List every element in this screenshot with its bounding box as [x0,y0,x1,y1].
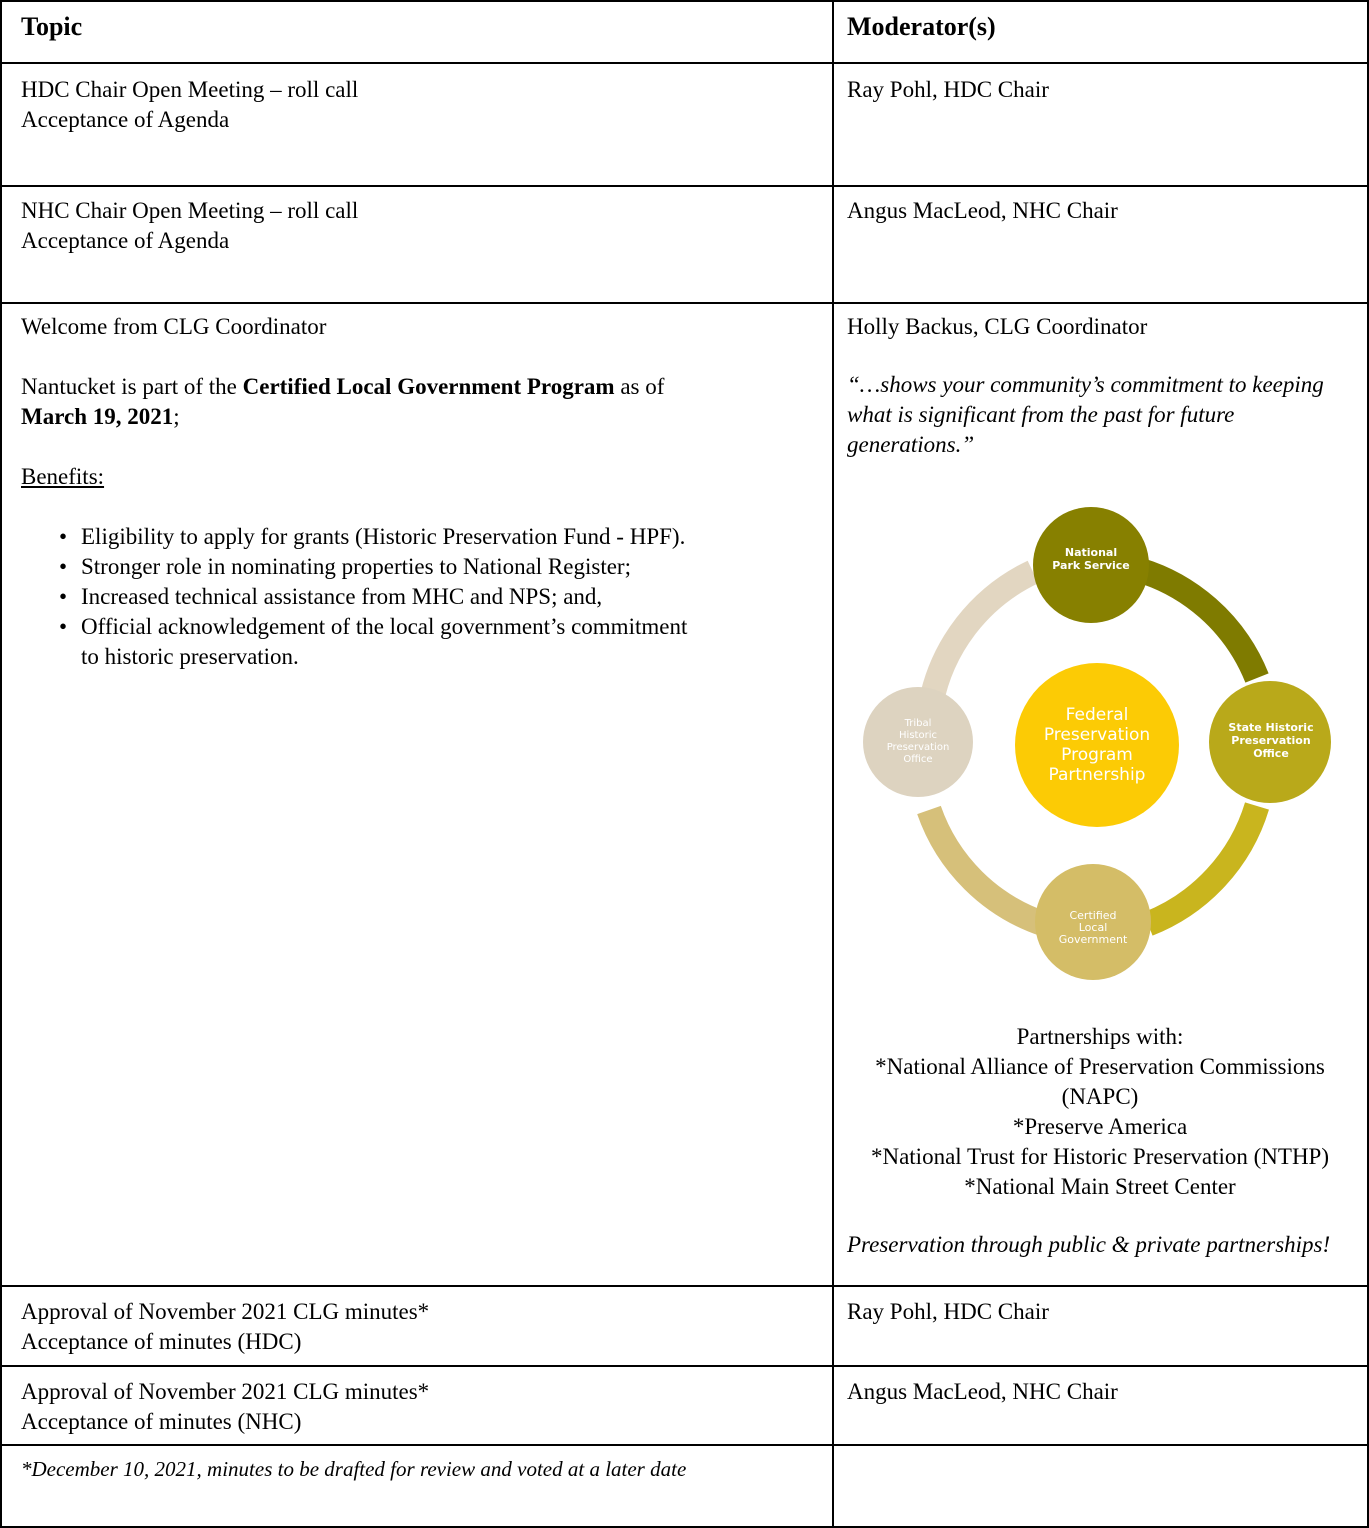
agenda-topic-hdc-open [21,75,821,135]
partnership-diagram [860,505,1340,985]
partnership-line: (NAPC) [1061,1084,1139,1109]
center-label-line: Federal [1065,705,1129,725]
moderator-nhc-chair: Angus MacLeod, NHC Chair [847,1379,1118,1404]
quote-line: what is significant from the past for future [847,402,1235,427]
node-label-line: Office [903,754,933,765]
benefit-item: • Official acknowledgement of the local government’s commitment to historic preservation. [81,612,821,672]
node-label-line: Certified [1069,909,1117,922]
agenda-topic-welcome [21,312,821,672]
agenda-topic-minutes-hdc [21,1297,821,1357]
topic-line: Acceptance of Agenda [21,107,230,132]
quote-line: “…shows your community’s commitment to keeping [847,372,1324,397]
clg-intro [21,372,821,432]
moderator-clg-coordinator: Holly Backus, CLG Coordinator [847,314,1148,339]
node-label-line: Preservation [886,742,950,753]
column-header-topic: Topic [21,12,83,41]
intro-text: Nantucket is part of the [21,374,243,399]
ring-arc-top-right [1132,568,1257,678]
ring-arc-left-top [931,572,1033,703]
topic-line: NHC Chair Open Meeting – roll call [21,198,359,223]
partnership-line: Partnerships with: [1016,1024,1184,1049]
moderator-nhc-chair: Angus MacLeod, NHC Chair [847,198,1118,223]
partnerships-list [840,1022,1360,1202]
benefit-item: • Stronger role in nominating properties to National Register; [81,552,821,582]
node-label-line: State Historic [1228,721,1314,734]
program-quote [847,370,1362,460]
topic-line: Acceptance of Agenda [21,228,230,253]
topic-line: Acceptance of minutes (NHC) [21,1409,302,1434]
partnership-line: *National Alliance of Preservation Commissions [875,1054,1325,1079]
node-label-line: Office [1253,747,1289,760]
agenda-topic-nhc-open [21,196,821,256]
intro-text: ; [173,404,180,429]
partnership-line: *Preserve America [1012,1114,1188,1139]
center-label-line: Preservation [1043,725,1151,745]
benefit-item: • Increased technical assistance from MHC and NPS; and, [81,582,821,612]
node-label-line: Park Service [1052,559,1130,572]
node-label-line: Historic [899,730,937,741]
topic-line: HDC Chair Open Meeting – roll call [21,77,359,102]
column-header-moderators: Moderator(s) [847,12,996,41]
certification-date: March 19, 2021 [21,404,174,429]
node-label-line: Local [1078,921,1108,934]
benefits-heading: Benefits: [21,464,105,489]
node-label-line: Preservation [1231,734,1311,747]
moderator-hdc-chair: Ray Pohl, HDC Chair [847,77,1049,102]
welcome-title: Welcome from CLG Coordinator [21,314,327,339]
ring-arc-right-bottom [1148,806,1257,924]
benefits-list [21,522,821,672]
node-label-line: Government [1058,933,1128,946]
minutes-footnote: *December 10, 2021, minutes to be drafted for review and voted at a later date [21,1457,687,1481]
node-label-line: National [1064,546,1118,559]
closing-statement: Preservation through public & private partnerships! [847,1232,1331,1257]
program-name: Certified Local Government Program [242,374,615,399]
quote-line: generations.” [847,432,975,457]
benefit-item: • Eligibility to apply for grants (Historic Preservation Fund - HPF). [81,522,821,552]
ring-arc-bottom-left [929,810,1044,924]
agenda-topic-minutes-nhc [21,1377,821,1437]
intro-text: as of [614,374,665,399]
center-label-line: Partnership [1048,765,1146,785]
topic-line: Acceptance of minutes (HDC) [21,1329,302,1354]
topic-line: Approval of November 2021 CLG minutes* [21,1379,430,1404]
topic-line: Approval of November 2021 CLG minutes* [21,1299,430,1324]
partnership-line: *National Trust for Historic Preservation (NTHP) [870,1144,1330,1169]
moderator-hdc-chair: Ray Pohl, HDC Chair [847,1299,1049,1324]
node-label-line: Tribal [904,718,932,729]
partnership-line: *National Main Street Center [964,1174,1236,1199]
center-label-line: Program [1061,745,1133,765]
